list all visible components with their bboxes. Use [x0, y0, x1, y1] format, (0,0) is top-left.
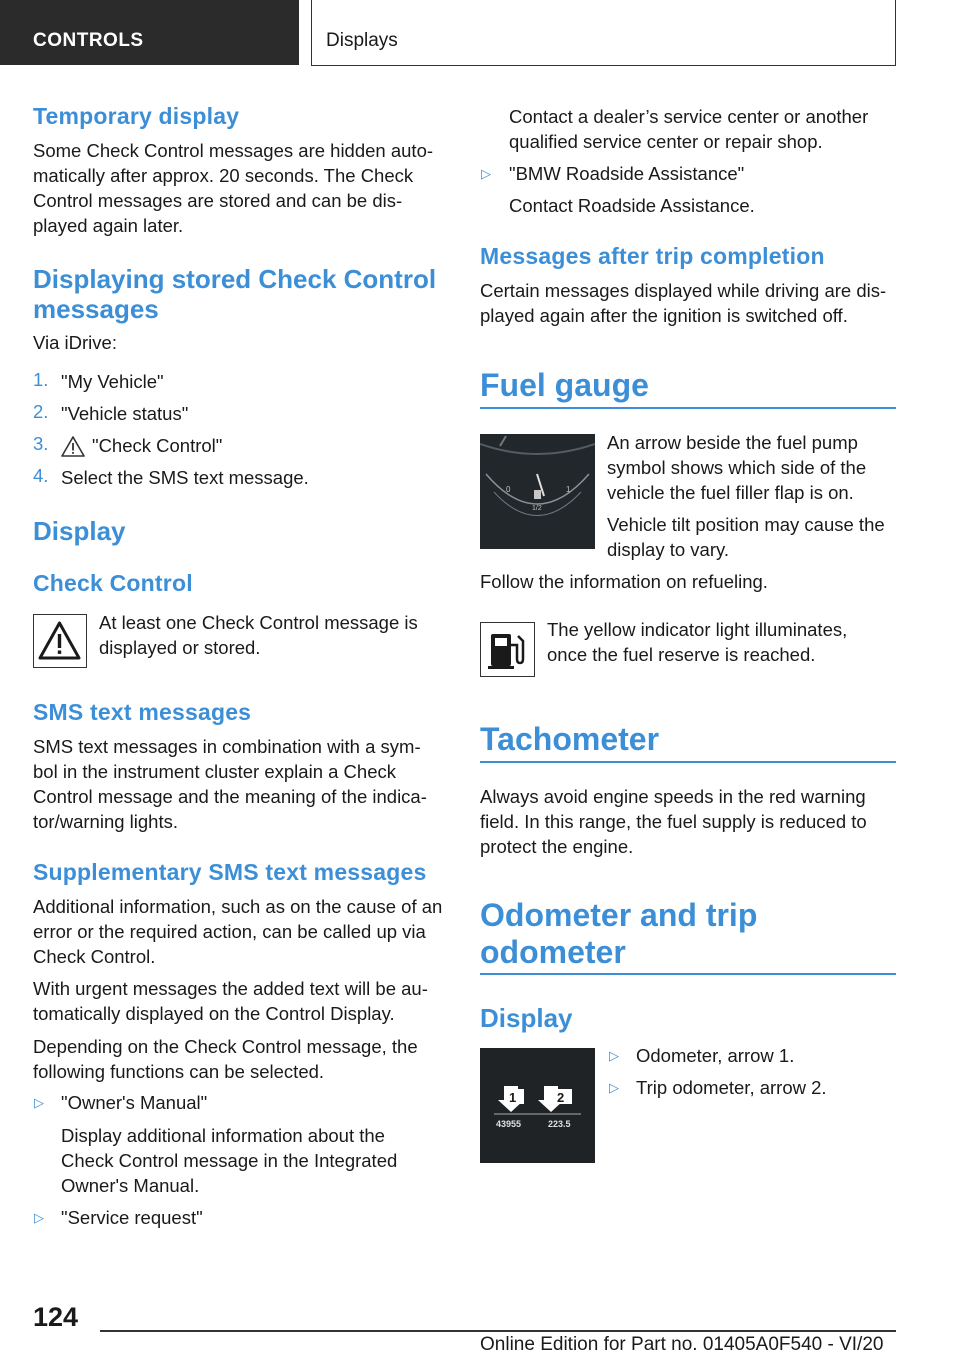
trip-odometer-value: 223.5: [548, 1119, 571, 1129]
step-check-control: "Check Control": [92, 435, 223, 456]
check-control-text: At least one Check Control message is displayed or stored.: [99, 612, 418, 658]
display-heading: Display: [33, 516, 126, 546]
odometer-item: Odometer, arrow 1.: [636, 1045, 795, 1066]
owners-manual-text: Display additional information about the Check Control message in the Integrated Owner's Manual.: [61, 1125, 398, 1196]
bullet-triangle-icon: ▷: [34, 1095, 44, 1110]
warning-triangle-icon: [61, 436, 85, 457]
tachometer-text: Always avoid engine speeds in the red warning field. In this range, the fuel supply is reduced to protect the engine.: [480, 786, 867, 857]
check-control-symbol: [33, 614, 87, 668]
trip-completion-text: Certain messages displayed while driving are dis-played again after the ignition is switched off.: [480, 280, 887, 326]
section-tab: [0, 0, 299, 65]
sms-heading: SMS text messages: [33, 699, 252, 725]
fuel-tilt-text: Vehicle tilt position may cause the display to vary.: [607, 514, 885, 560]
odometer-value: 43955: [496, 1119, 522, 1129]
supplementary-text-3: Depending on the Check Control message, the following functions can be selected.: [33, 1036, 418, 1082]
odometer-arrow-label: 1: [509, 1090, 517, 1105]
warning-triangle-icon: [34, 615, 85, 666]
step-vehicle-status: "Vehicle status": [61, 403, 189, 424]
page-number: 124: [33, 1302, 79, 1332]
step-select-sms: Select the SMS text message.: [61, 467, 309, 488]
supplementary-text-1: Additional information, such as on the cause of an error or the required action, can be called up via Check Control.: [33, 896, 443, 967]
step-my-vehicle: "My Vehicle": [61, 371, 164, 392]
roadside-assistance-text: Contact Roadside Assistance.: [509, 195, 755, 216]
bullet-triangle-icon: ▷: [34, 1210, 44, 1225]
fuel-reserve-text: The yellow indicator light illuminates, once the fuel reserve is reached.: [547, 619, 848, 665]
bullet-triangle-icon: ▷: [609, 1048, 619, 1063]
temporary-display-heading: Temporary display: [33, 103, 240, 129]
section-label: CONTROLS: [33, 30, 144, 51]
service-center-text: Contact a dealer’s service center or another qualified service center or repair shop.: [509, 106, 869, 152]
section-rule: [480, 761, 896, 763]
odometer-image: [480, 1048, 595, 1163]
trip-odometer-item: Trip odometer, arrow 2.: [636, 1077, 827, 1098]
odometer-illustration: [480, 1048, 595, 1163]
odometer-heading: Odometer and trip odometer: [480, 897, 758, 970]
trip-completion-heading: Messages after trip completion: [480, 243, 825, 269]
step-number: 4.: [33, 465, 49, 486]
bullet-triangle-icon: ▷: [481, 166, 491, 181]
supplementary-text-2: With urgent messages the added text will be au-tomatically displayed on the Control Display.: [33, 978, 428, 1024]
stored-messages-heading: Displaying stored Check Control messages: [33, 264, 437, 324]
section-rule: [480, 973, 896, 975]
section-rule: [480, 407, 896, 409]
chapter-label: Displays: [326, 30, 398, 51]
edition-text: Online Edition for Part no. 01405A0F540 - VI/20: [480, 1334, 884, 1355]
fuel-gauge-heading: Fuel gauge: [480, 367, 649, 403]
footer-rule: [100, 1330, 896, 1332]
via-idrive-text: Via iDrive:: [33, 332, 117, 353]
fuel-pump-icon: [481, 623, 533, 675]
service-request-item: "Service request": [61, 1207, 203, 1228]
gauge-label-empty: 0: [506, 485, 511, 494]
odometer-display-heading: Display: [480, 1003, 573, 1033]
step-number: 2.: [33, 401, 49, 422]
temporary-display-text: Some Check Control messages are hidden auto-matically after approx. 20 seconds. The Check Control messages are stored and can be dis-played again later.: [33, 140, 434, 236]
fuel-gauge-illustration: [480, 434, 595, 549]
gauge-label-full: 1: [566, 485, 571, 494]
page-header: [0, 0, 960, 68]
fuel-arrow-text: An arrow beside the fuel pump symbol shows which side of the vehicle the fuel filler flap is on.: [607, 432, 867, 503]
check-control-heading: Check Control: [33, 570, 193, 596]
supplementary-heading: Supplementary SMS text messages: [33, 859, 427, 885]
fuel-gauge-image: [480, 434, 595, 549]
chapter-tab: [311, 0, 896, 66]
gauge-label-half: 1/2: [532, 505, 542, 512]
trip-arrow-label: 2: [557, 1090, 565, 1105]
refueling-text: Follow the information on refueling.: [480, 571, 768, 592]
tachometer-heading: Tachometer: [480, 721, 660, 757]
bullet-triangle-icon: ▷: [609, 1080, 619, 1095]
roadside-assistance-item: "BMW Roadside Assistance": [509, 163, 745, 184]
step-number: 3.: [33, 433, 49, 454]
sms-text: SMS text messages in combination with a sym-bol in the instrument cluster explain a Check Control message and the meaning of the indica-tor/warning lights.: [33, 736, 427, 832]
fuel-reserve-symbol: [480, 622, 535, 677]
step-number: 1.: [33, 369, 49, 390]
owners-manual-item: "Owner's Manual": [61, 1092, 208, 1113]
